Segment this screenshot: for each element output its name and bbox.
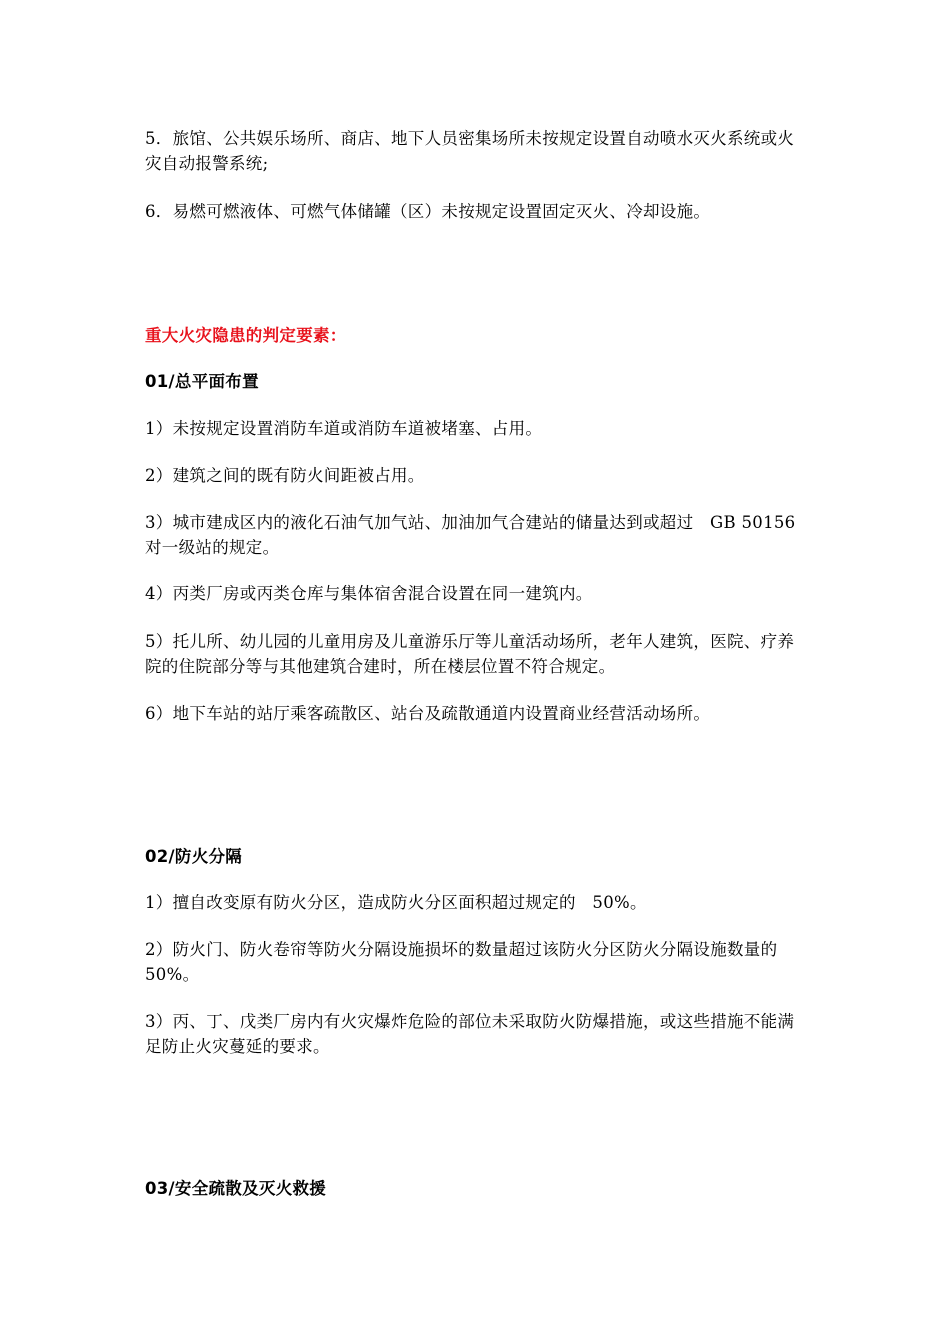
- section-02-item-2: 2）防火门、防火卷帘等防火分隔设施损坏的数量超过该防火分区防火分隔设施数量的50%。: [145, 940, 778, 984]
- section-01-item-1: 1）未按规定设置消防车道或消防车道被堵塞、占用。: [145, 419, 543, 438]
- paragraph-item-5: 5．旅馆、公共娱乐场所、商店、地下人员密集场所未按规定设置自动喷水灭火系统或火灾自动报警系统;: [145, 129, 795, 173]
- section-02-title: 02/防火分隔: [145, 847, 243, 866]
- paragraph-item-6: 6．易燃可燃液体、可燃气体储罐（区）未按规定设置固定灭火、冷却设施。: [145, 202, 711, 221]
- section-01-item-5: 5）托儿所、幼儿园的儿童用房及儿童游乐厅等儿童活动场所，老年人建筑，医院、疗养院的住院部分等与其他建筑合建时，所在楼层位置不符合规定。: [145, 632, 795, 676]
- section-03-title: 03/安全疏散及灭火救援: [145, 1179, 327, 1198]
- section-01-item-2: 2）建筑之间的既有防火间距被占用。: [145, 466, 425, 485]
- section-01-item-6: 6）地下车站的站厅乘客疏散区、站台及疏散通道内设置商业经营活动场所。: [145, 704, 711, 723]
- section-01-item-4: 4）丙类厂房或丙类仓库与集体宿舍混合设置在同一建筑内。: [145, 584, 593, 603]
- section-01-title: 01/总平面布置: [145, 372, 259, 391]
- criteria-heading: 重大火灾隐患的判定要素：: [145, 326, 347, 345]
- section-01-item-3: 3）城市建成区内的液化石油气加气站、加油加气合建站的储量达到或超过 GB 50156 对一级站的规定。: [145, 513, 813, 557]
- section-02-item-3: 3）丙、丁、戊类厂房内有火灾爆炸危险的部位未采取防火防爆措施，或这些措施不能满足防止火灾蔓延的要求。: [145, 1012, 795, 1056]
- section-02-item-1: 1）擅自改变原有防火分区，造成防火分区面积超过规定的 50%。: [145, 893, 647, 912]
